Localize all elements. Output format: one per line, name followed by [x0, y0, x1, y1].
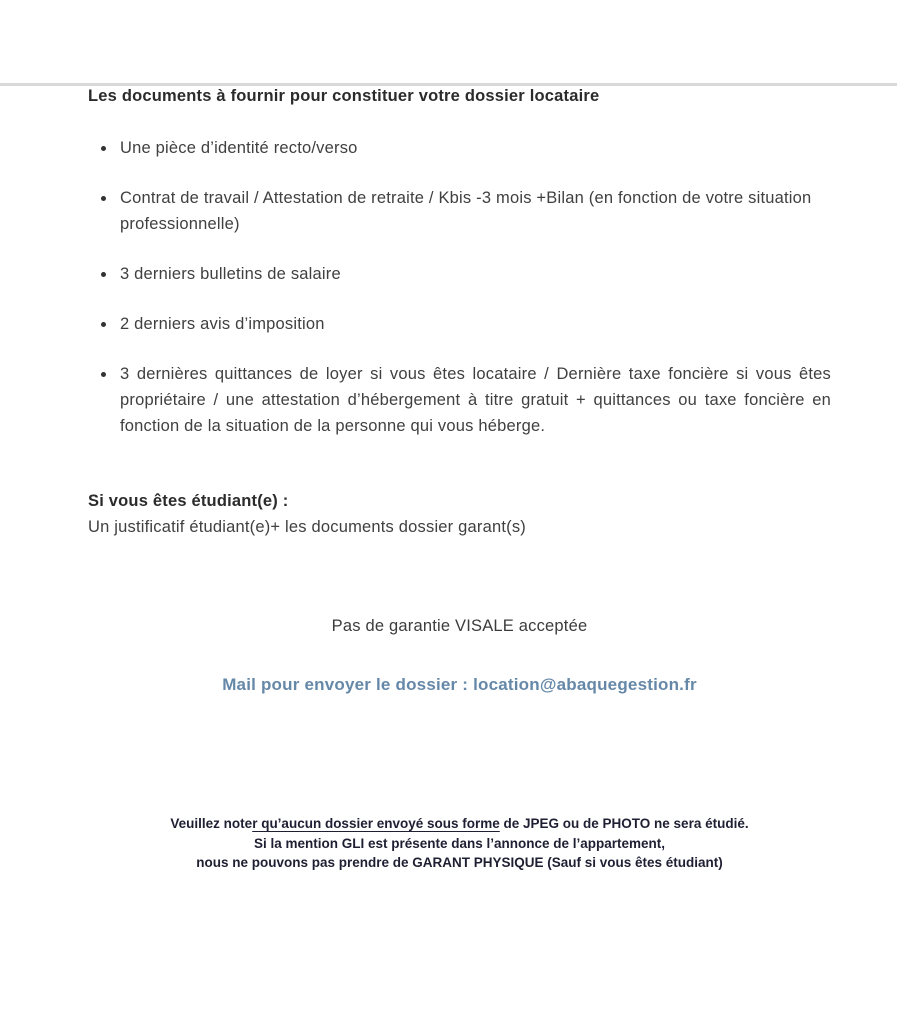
bullet-icon: [101, 322, 106, 327]
list-item-text: Contrat de travail / Attestation de retraite / Kbis -3 mois +Bilan (en fonction de votre situation professionnelle): [120, 189, 812, 233]
top-border: [0, 83, 897, 86]
footer-line1-underlined: r qu’aucun dossier envoyé sous forme: [252, 816, 500, 831]
student-heading: Si vous êtes étudiant(e) :: [88, 492, 289, 510]
document-body: [0, 83, 897, 873]
list-item: [88, 135, 831, 161]
student-text: Un justificatif étudiant(e)+ les documents dossier garant(s): [88, 518, 526, 536]
list-item: [88, 361, 831, 439]
list-item: [88, 261, 831, 287]
mail-label: Mail pour envoyer le dossier :: [222, 675, 474, 694]
list-item-text: 2 derniers avis d’imposition: [120, 315, 325, 333]
documents-list: [88, 135, 831, 439]
email-address[interactable]: location@abaquegestion.fr: [473, 675, 697, 694]
mail-instruction: [88, 672, 831, 698]
bullet-icon: [101, 372, 106, 377]
footer-line1-pre: Veuillez note: [170, 816, 253, 831]
footer-notice: [88, 814, 831, 873]
list-item: [88, 311, 831, 337]
footer-line1-post: de JPEG ou de PHOTO ne sera étudié.: [499, 816, 749, 831]
bullet-icon: [101, 196, 106, 201]
list-item-text: 3 dernières quittances de loyer si vous êtes locataire / Dernière taxe foncière si vous êtes propriétaire / une attestation d’hébergement à titre gratuit + quittances ou taxe foncière en fonction de la situation de la personne qui vous héberge.: [120, 365, 831, 435]
list-item: [88, 185, 831, 237]
bullet-icon: [101, 272, 106, 277]
footer-notice-line2: Si la mention GLI est présente dans l’annonce de l’appartement,: [253, 835, 666, 851]
footer-notice-line1: [88, 814, 831, 834]
page: [0, 83, 897, 1020]
student-section: [88, 488, 831, 540]
bullet-icon: [101, 146, 106, 151]
list-item-text: Une pièce d’identité recto/verso: [120, 139, 358, 157]
visale-note: Pas de garantie VISALE acceptée: [331, 617, 588, 635]
list-item-text: 3 derniers bulletins de salaire: [120, 265, 341, 283]
page-title: Les documents à fournir pour constituer votre dossier locataire: [88, 87, 600, 105]
footer-notice-line3: nous ne pouvons pas prendre de GARANT PHYSIQUE (Sauf si vous êtes étudiant): [196, 855, 723, 870]
